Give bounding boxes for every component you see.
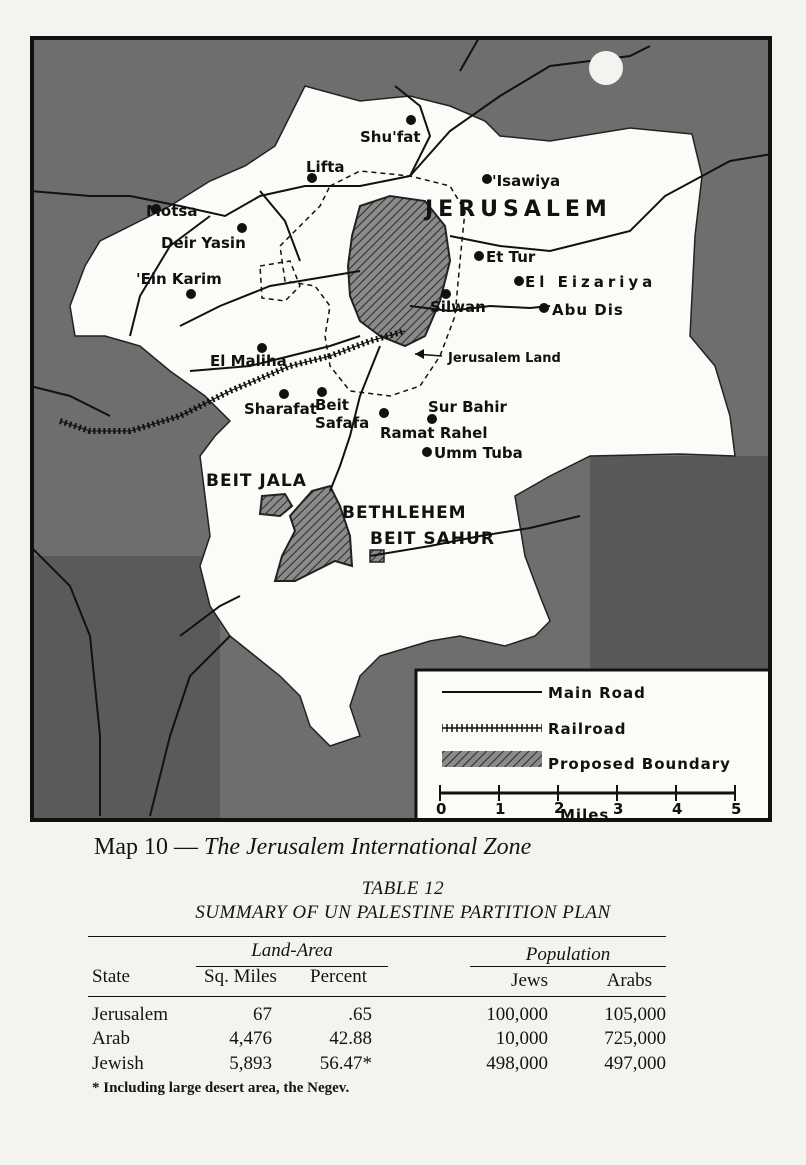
label-motsa: Motsa	[146, 202, 198, 220]
label-jerusalem: JERUSALEM	[425, 197, 612, 222]
scale-tick-label: 5	[731, 800, 743, 818]
table-cell-jews: 498,000	[486, 1053, 548, 1074]
table-cell-sq-miles: 67	[253, 1004, 272, 1025]
table-group-population: Population	[525, 944, 611, 965]
label-shufat: Shu'fat	[360, 128, 421, 146]
table-footnote: * Including large desert area, the Negev.	[92, 1080, 350, 1096]
label-deir-yasin: Deir Yasin	[161, 234, 246, 252]
label-safafa: Safafa	[315, 414, 370, 432]
map-caption	[94, 834, 531, 861]
table-title: SUMMARY OF UN PALESTINE PARTITION PLAN	[195, 902, 611, 923]
table-cell-arabs: 105,000	[604, 1004, 666, 1025]
table-cell-arabs: 725,000	[604, 1028, 666, 1049]
legend-scale-unit: Miles	[560, 806, 610, 822]
label-silwan: Silwan	[430, 298, 486, 316]
terrain-dark-southwest	[30, 556, 220, 822]
label-abu-dis: Abu Dis	[552, 301, 624, 319]
scale-tick-label: 4	[672, 800, 684, 818]
label-ramat-rahel: Ramat Rahel	[380, 424, 488, 442]
map-caption-prefix: Map 10 —	[94, 834, 198, 860]
legend-main-road: Main Road	[548, 684, 646, 702]
label-jerusalem-land: Jerusalem Land	[448, 351, 561, 366]
map-legend	[416, 670, 770, 822]
table-col-percent: Percent	[310, 966, 367, 987]
label-el-maliha: El Maliha	[210, 352, 287, 370]
table-cell-jews: 10,000	[495, 1028, 548, 1049]
legend-proposed-boundary: Proposed Boundary	[548, 755, 731, 773]
label-ein-karim: 'Ein Karim	[136, 270, 222, 288]
table-col-state: State	[92, 966, 130, 987]
table-cell-state: Arab	[92, 1028, 130, 1049]
table-col-arabs: Arabs	[606, 970, 652, 991]
table-col-jews: Jews	[511, 970, 548, 991]
scale-tick-label: 3	[613, 800, 625, 818]
table-cell-jews: 100,000	[486, 1004, 548, 1025]
table-cell-arabs: 497,000	[604, 1053, 666, 1074]
table-cell-percent: .65	[348, 1004, 372, 1025]
scale-tick-label: 0	[436, 800, 448, 818]
scale-tick-label: 1	[495, 800, 507, 818]
label-el-eizariya: El Eizariya	[525, 273, 657, 291]
table-cell-percent: 42.88	[329, 1028, 372, 1049]
terrain-dark-east	[590, 456, 772, 696]
label-et-tur: Et Tur	[486, 248, 536, 266]
table-col-sq-miles: Sq. Miles	[204, 966, 277, 987]
label-lifta: Lifta	[306, 158, 345, 176]
table-cell-sq-miles: 5,893	[229, 1053, 272, 1074]
label-sharafat: Sharafat	[244, 400, 317, 418]
label-isawiya: 'Isawiya	[492, 172, 561, 190]
table-cell-percent: 56.47*	[319, 1053, 372, 1074]
label-beit: Beit	[315, 396, 349, 414]
scale-tick-label: 2	[554, 799, 566, 817]
label-sur-bahir: Sur Bahir	[428, 398, 507, 416]
table-cell-state: Jewish	[92, 1053, 144, 1074]
label-umm-tuba: Umm Tuba	[434, 444, 523, 462]
jerusalem-zone-map	[30, 36, 772, 822]
table-number: TABLE 12	[361, 878, 445, 899]
legend-railroad: Railroad	[548, 720, 627, 738]
table-cell-sq-miles: 4,476	[229, 1028, 272, 1049]
label-bethlehem: BETHLEHEM	[342, 503, 467, 523]
table-group-land-area: Land-Area	[251, 940, 333, 961]
label-beit-jala: BEIT JALA	[206, 471, 307, 491]
table-cell-state: Jerusalem	[92, 1004, 168, 1025]
label-beit-sahur: BEIT SAHUR	[370, 529, 495, 549]
map-caption-title: The Jerusalem International Zone	[204, 834, 532, 860]
